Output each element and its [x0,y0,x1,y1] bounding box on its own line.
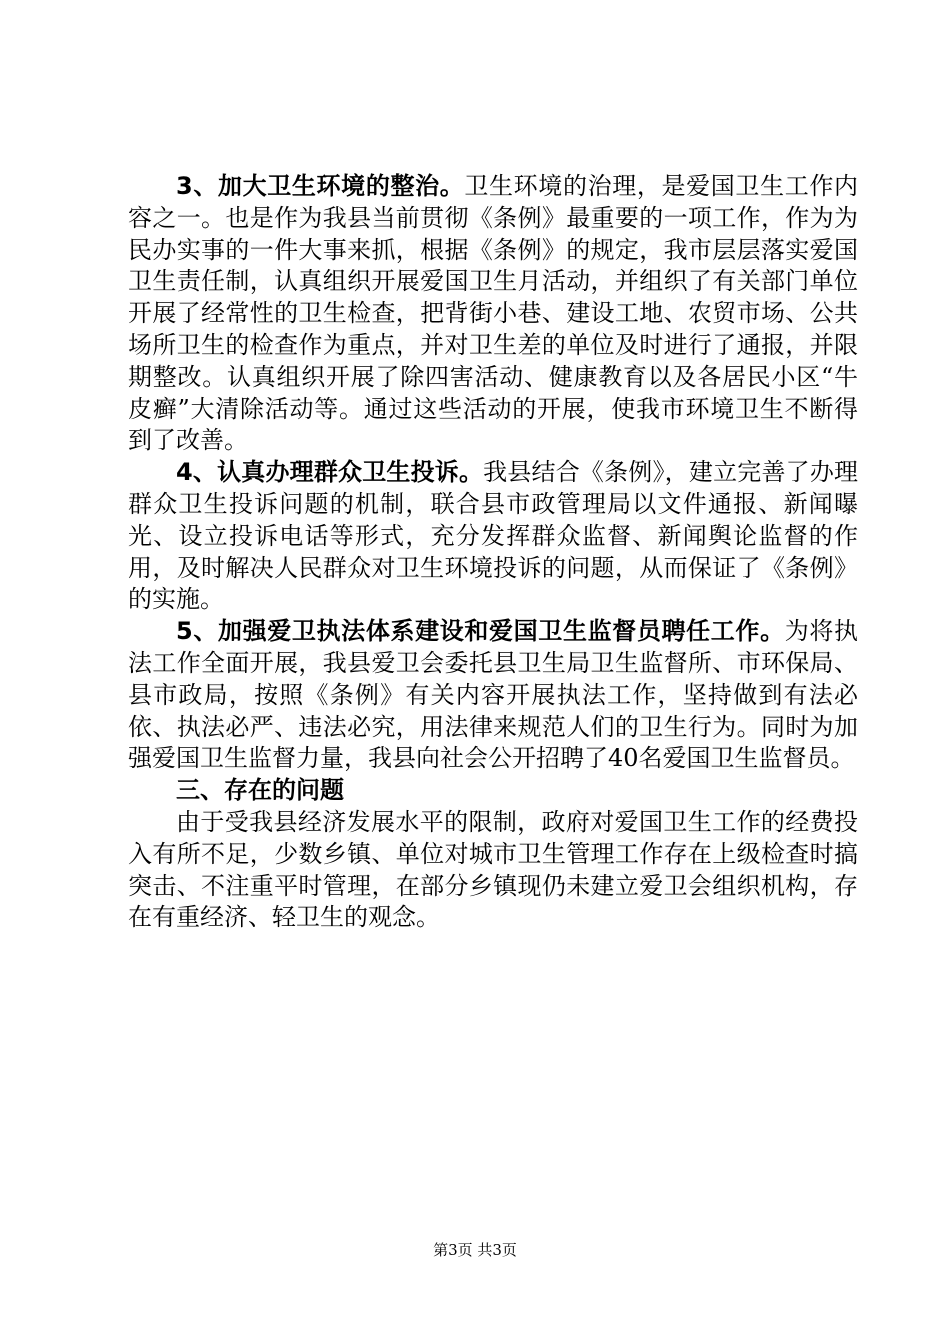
document-body [128,171,858,934]
section-heading: 三、存在的问题 [176,776,344,805]
paragraph-lead: 4、认真办理群众卫生投诉。 [176,458,484,487]
paragraph-lead: 3、加大卫生环境的整治。 [176,172,465,200]
paragraph-text: 卫生环境的治理，是爱国卫生工作内容之一。也是作为我县当前贯彻《条例》最重要的一项工作，作为为民办实事的一件大事来抓，根据《条例》的规定，我市层层落实爱国卫生责任制，认真组织开展爱国卫生月活动，并组织了有关部门单位开展了经常性的卫生检查，把背街小巷、建设工地、农贸市场、公共场所卫生的检查作为重点，并对卫生差的单位及时进行了通报，并限期整改。认真组织开展了除四害活动、健康教育以及各居民小区“牛皮癣”大清除活动等。通过这些活动的开展，使我市环境卫生不断得到了改善。 [128,172,858,455]
paragraph-complaints [128,457,858,616]
paragraph-enforcement [128,616,858,775]
paragraph-text: 为将执法工作全面开展，我县爱卫会委托县卫生局卫生监督所、市环保局、县市政局，按照《条例》有关内容开展执法工作，坚持做到有法必依、执法必严、违法必究，用法律来规范人们的卫生行为。同时为加强爱国卫生监督力量，我县向社会公开招聘了40名爱国卫生监督员。 [128,617,858,773]
paragraph-lead: 5、加强爱卫执法体系建设和爱国卫生监督员聘任工作。 [176,617,785,646]
paragraph-problems: 由于受我县经济发展水平的限制，政府对爱国卫生工作的经费投入有所不足，少数乡镇、单位对城市卫生管理工作存在上级检查时搞突击、不注重平时管理，在部分乡镇现仍未建立爱卫会组织机构，存在有重经济、轻卫生的观念。 [128,807,858,932]
page-footer: 第3页 共3页 [433,1241,517,1259]
paragraph-text: 我县结合《条例》，建立完善了办理群众卫生投诉问题的机制，联合县市政管理局以文件通报、新闻曝光、设立投诉电话等形式，充分发挥群众监督、新闻舆论监督的作用，及时解决人民群众对卫生环境投诉的问题，从而保证了《条例》的实施。 [128,458,859,614]
paragraph-sanitation-environment [128,171,858,457]
